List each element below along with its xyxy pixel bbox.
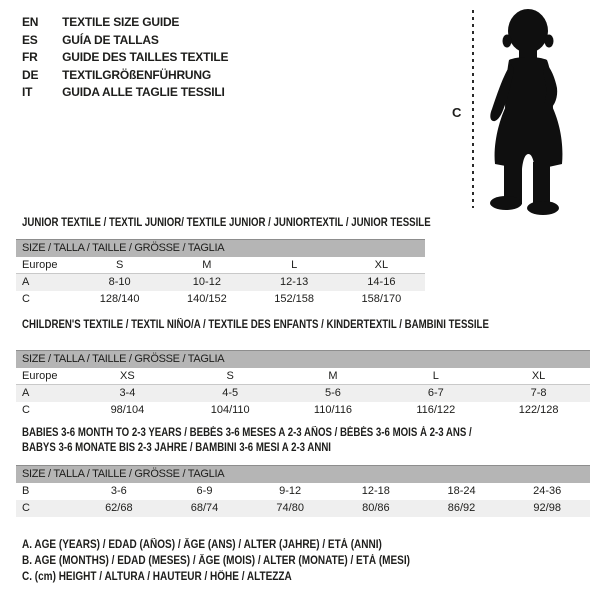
age-cell: 6-9 bbox=[196, 485, 213, 497]
language-label: TEXTILGRÖßENFÜHRUNG bbox=[62, 67, 212, 82]
size-cell: XL bbox=[531, 370, 546, 382]
age-cell: 7-8 bbox=[530, 387, 547, 399]
language-row-fr bbox=[22, 49, 228, 67]
table-row bbox=[16, 368, 590, 385]
language-label: TEXTILE SIZE GUIDE bbox=[62, 15, 180, 29]
language-code: EN bbox=[22, 15, 39, 29]
children-table bbox=[16, 350, 590, 419]
language-row-de bbox=[22, 67, 228, 85]
language-code: FR bbox=[22, 50, 38, 64]
age-cell: 14-16 bbox=[367, 276, 396, 288]
height-cell: 116/122 bbox=[416, 404, 456, 416]
height-cell: 86/92 bbox=[447, 502, 476, 514]
size-cell: XL bbox=[374, 259, 389, 271]
language-code: ES bbox=[22, 32, 38, 47]
size-cell: M bbox=[328, 370, 338, 382]
height-cell: 152/158 bbox=[274, 293, 314, 305]
age-cell: 24-36 bbox=[533, 485, 562, 497]
height-cell: 122/128 bbox=[518, 404, 559, 416]
table-row bbox=[16, 385, 590, 402]
size-cell: L bbox=[291, 259, 298, 271]
size-cell: S bbox=[226, 370, 234, 382]
age-cell: 9-12 bbox=[279, 485, 302, 497]
junior-table bbox=[16, 239, 425, 308]
row-label: B bbox=[22, 485, 30, 497]
age-cell: 10-12 bbox=[192, 276, 221, 288]
row-label: C bbox=[22, 502, 30, 514]
row-label: C bbox=[22, 293, 30, 305]
language-list bbox=[22, 14, 228, 102]
row-label: C bbox=[22, 404, 30, 416]
size-header-band: SIZE / TALLA / TAILLE / GRÖSSE / TAGLIA bbox=[16, 239, 425, 257]
row-label: Europe bbox=[22, 259, 58, 271]
language-label: GUIDA ALLE TAGLIE TESSILI bbox=[62, 85, 225, 99]
toddler-silhouette-icon bbox=[481, 6, 581, 216]
age-cell: 8-10 bbox=[108, 276, 131, 288]
table-row bbox=[16, 402, 590, 419]
height-cell: 98/104 bbox=[110, 404, 145, 416]
size-cell: L bbox=[432, 370, 439, 382]
babies-table bbox=[16, 465, 590, 517]
height-cell: 62/68 bbox=[105, 502, 133, 514]
height-cell: 128/140 bbox=[99, 293, 140, 305]
age-cell: 3-4 bbox=[119, 387, 136, 399]
table-row bbox=[16, 257, 425, 274]
babies-table-title-line1: BABIES 3-6 MONTH TO 2-3 YEARS / BEBÉS 3-6 MESES A 2-3 AÑOS / BÉBÉS 3-6 MOIS À 2-3 ANS / bbox=[22, 427, 472, 439]
age-cell: 12-18 bbox=[361, 485, 390, 497]
height-cell: 104/110 bbox=[210, 404, 250, 416]
children-table-title: CHILDREN'S TEXTILE / TEXTIL NIÑO/A / TEXTILE DES ENFANTS / KINDERTEXTIL / BAMBINI TESSILE bbox=[22, 319, 489, 331]
footnotes bbox=[22, 537, 468, 585]
language-row-it bbox=[22, 84, 228, 102]
height-measure-line bbox=[472, 10, 474, 208]
age-cell: 12-13 bbox=[280, 276, 309, 288]
row-label: A bbox=[22, 276, 30, 288]
row-label: Europe bbox=[22, 370, 58, 382]
language-label: GUIDE DES TAILLES TEXTILE bbox=[62, 50, 229, 64]
age-cell: 18-24 bbox=[447, 485, 476, 497]
babies-table-title-line2: BABYS 3-6 MONATE BIS 2-3 JAHRE / BAMBINI 3-6 MESI A 2-3 ANNI bbox=[22, 442, 331, 454]
table-row bbox=[16, 500, 590, 517]
height-cell: 140/152 bbox=[186, 293, 227, 305]
language-code: IT bbox=[22, 85, 33, 99]
size-cell: M bbox=[202, 259, 212, 271]
height-cell: 92/98 bbox=[533, 502, 561, 514]
footnote-b: B. AGE (MONTHS) / EDAD (MESES) / ÂGE (MOIS) / ALTER (MONATE) / ETÀ (MESI) bbox=[22, 555, 410, 567]
height-cell: 110/116 bbox=[313, 404, 353, 416]
age-cell: 6-7 bbox=[427, 387, 444, 399]
size-header-band: SIZE / TALLA / TAILLE / GRÖSSE / TAGLIA bbox=[16, 465, 590, 483]
size-cell: S bbox=[115, 259, 124, 271]
height-measure-label: C bbox=[452, 105, 462, 120]
table-row bbox=[16, 291, 425, 308]
row-label: A bbox=[22, 387, 30, 399]
table-row bbox=[16, 274, 425, 291]
language-label: GUÍA DE TALLAS bbox=[62, 32, 159, 47]
age-cell: 3-6 bbox=[110, 485, 127, 497]
footnote-c: C. (cm) HEIGHT / ALTURA / HAUTEUR / HÖHE / ALTEZZA bbox=[22, 571, 292, 583]
language-code: DE bbox=[22, 67, 39, 82]
size-cell: XS bbox=[120, 370, 135, 382]
age-cell: 4-5 bbox=[222, 387, 239, 399]
height-cell: 74/80 bbox=[276, 502, 304, 514]
height-cell: 68/74 bbox=[190, 502, 219, 514]
babies-table-title bbox=[22, 426, 472, 456]
height-cell: 80/86 bbox=[362, 502, 390, 514]
table-row bbox=[16, 483, 590, 500]
language-row-en bbox=[22, 14, 228, 32]
size-header-band: SIZE / TALLA / TAILLE / GRÖSSE / TAGLIA bbox=[16, 350, 590, 368]
footnote-a: A. AGE (YEARS) / EDAD (AÑOS) / ÂGE (ANS) / ALTER (JAHRE) / ETÀ (ANNI) bbox=[22, 539, 382, 551]
language-row-es bbox=[22, 32, 228, 50]
age-cell: 5-6 bbox=[325, 387, 341, 399]
height-cell: 158/170 bbox=[361, 293, 402, 305]
junior-table-title: JUNIOR TEXTILE / TEXTIL JUNIOR/ TEXTILE JUNIOR / JUNIORTEXTIL / JUNIOR TESSILE bbox=[22, 217, 431, 229]
